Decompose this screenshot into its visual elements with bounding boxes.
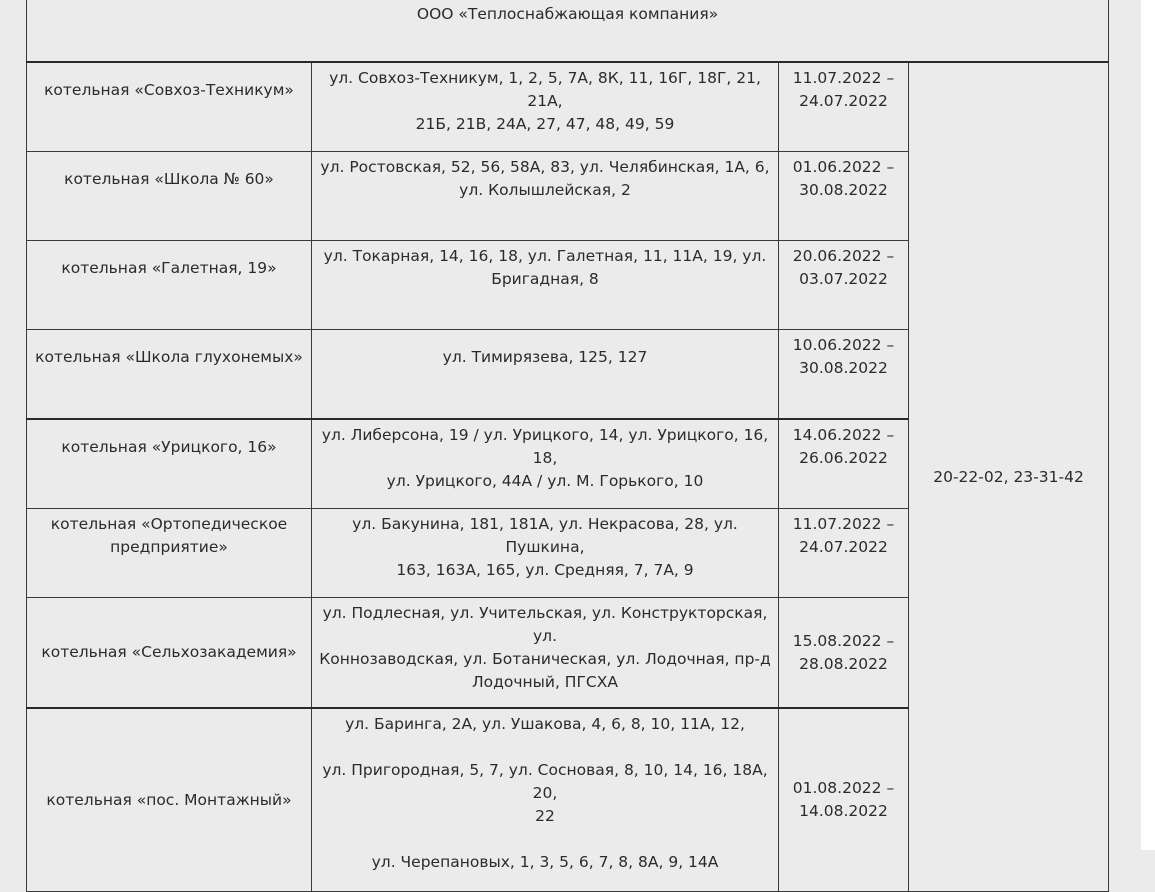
dates-cell <box>779 62 909 152</box>
address-line: ул. Колышлейская, 2 <box>459 181 631 199</box>
dates-cell <box>779 330 909 420</box>
boiler-name-cell <box>27 598 312 709</box>
date-end: 24.07.2022 <box>799 92 888 110</box>
address-spacer <box>318 828 772 851</box>
boiler-name: котельная «Галетная, 19» <box>61 259 277 277</box>
address-line: 21Б, 21В, 24А, 27, 47, 48, 49, 59 <box>415 115 675 133</box>
boiler-name: котельная «пос. Монтажный» <box>46 790 292 809</box>
address-cell <box>312 152 779 241</box>
date-end: 30.08.2022 <box>799 359 888 377</box>
boiler-name-cell <box>27 419 312 509</box>
dates-cell <box>779 708 909 892</box>
boiler-name-cell <box>27 152 312 241</box>
date-start: 11.07.2022 – <box>792 515 895 533</box>
address-line: ул. Токарная, 14, 16, 18, ул. Галетная, 11, 11А, 19, ул. <box>323 247 767 265</box>
boiler-name: котельная «Школа глухонемых» <box>35 348 303 366</box>
boiler-name: котельная «Школа № 60» <box>64 170 274 188</box>
right-page-edge <box>1141 0 1155 850</box>
date-start: 10.06.2022 – <box>792 336 895 354</box>
date-end: 03.07.2022 <box>799 270 888 288</box>
dates-cell <box>779 419 909 509</box>
address-line: Бригадная, 8 <box>491 270 599 288</box>
address-line: ул. Черепановых, 1, 3, 5, 6, 7, 8, 8А, 9, 14А <box>371 853 719 871</box>
date-start: 01.08.2022 – <box>792 779 895 797</box>
address-cell <box>312 509 779 598</box>
date-end: 28.08.2022 <box>799 654 888 673</box>
boiler-name: котельная «Сельхозакадемия» <box>41 643 297 661</box>
date-start: 15.08.2022 – <box>792 631 895 650</box>
date-end: 24.07.2022 <box>799 538 888 556</box>
address-cell <box>312 708 779 892</box>
address-line: ул. Пригородная, 5, 7, ул. Сосновая, 8, 10, 14, 16, 18А, 20, <box>322 761 768 802</box>
outage-schedule-table <box>26 0 1109 892</box>
address-line: Коннозаводская, ул. Ботаническая, ул. Лодочная, пр-д <box>319 650 771 668</box>
table-row <box>27 62 1109 152</box>
contact-phones: 20-22-02, 23-31-42 <box>933 467 1084 486</box>
date-end: 30.08.2022 <box>799 181 888 199</box>
boiler-name-cell <box>27 62 312 152</box>
dates-cell <box>779 241 909 330</box>
boiler-name: котельная «Урицкого, 16» <box>61 438 277 456</box>
phone-cell <box>909 62 1109 892</box>
address-cell <box>312 419 779 509</box>
boiler-name-cell <box>27 241 312 330</box>
address-spacer <box>318 736 772 759</box>
address-cell <box>312 598 779 709</box>
address-line: 22 <box>535 807 555 825</box>
boiler-name-cell <box>27 708 312 892</box>
date-start: 01.06.2022 – <box>792 158 895 176</box>
address-line: ул. Совхоз-Техникум, 1, 2, 5, 7А, 8К, 11, 16Г, 18Г, 21, 21А, <box>329 69 761 110</box>
boiler-name: котельная «Совхоз-Техникум» <box>44 81 294 99</box>
address-line: ул. Бакунина, 181, 181А, ул. Некрасова, 28, ул. Пушкина, <box>352 515 738 556</box>
address-line: ул. Либерсона, 19 / ул. Урицкого, 14, ул. Урицкого, 16, 18, <box>321 426 769 467</box>
boiler-name-cell <box>27 509 312 598</box>
address-line: ул. Урицкого, 44А / ул. М. Горького, 10 <box>386 472 704 490</box>
boiler-name: котельная «Ортопедическое <box>50 515 288 533</box>
date-start: 20.06.2022 – <box>792 247 895 265</box>
address-line: ул. Подлесная, ул. Учительская, ул. Конструкторская, ул. <box>322 604 768 645</box>
address-cell <box>312 330 779 420</box>
address-line: ул. Ростовская, 52, 56, 58А, 83, ул. Челябинская, 1А, 6, <box>320 158 770 176</box>
boiler-name: предприятие» <box>110 538 228 556</box>
date-start: 11.07.2022 – <box>792 69 895 87</box>
date-end: 14.08.2022 <box>799 802 888 820</box>
company-name: ООО «Теплоснабжающая компания» <box>27 0 1109 62</box>
address-line: Лодочный, ПГСХА <box>472 673 618 691</box>
dates-cell <box>779 509 909 598</box>
dates-cell <box>779 152 909 241</box>
address-cell <box>312 241 779 330</box>
company-header-row <box>27 0 1109 62</box>
address-line: ул. Тимирязева, 125, 127 <box>442 348 648 366</box>
dates-cell <box>779 598 909 709</box>
address-line: 163, 163А, 165, ул. Средняя, 7, 7А, 9 <box>396 561 694 579</box>
date-start: 14.06.2022 – <box>792 426 895 444</box>
address-cell <box>312 62 779 152</box>
date-end: 26.06.2022 <box>799 449 888 467</box>
address-line: ул. Баринга, 2А, ул. Ушакова, 4, 6, 8, 10, 11А, 12, <box>345 715 745 733</box>
boiler-name-cell <box>27 330 312 420</box>
